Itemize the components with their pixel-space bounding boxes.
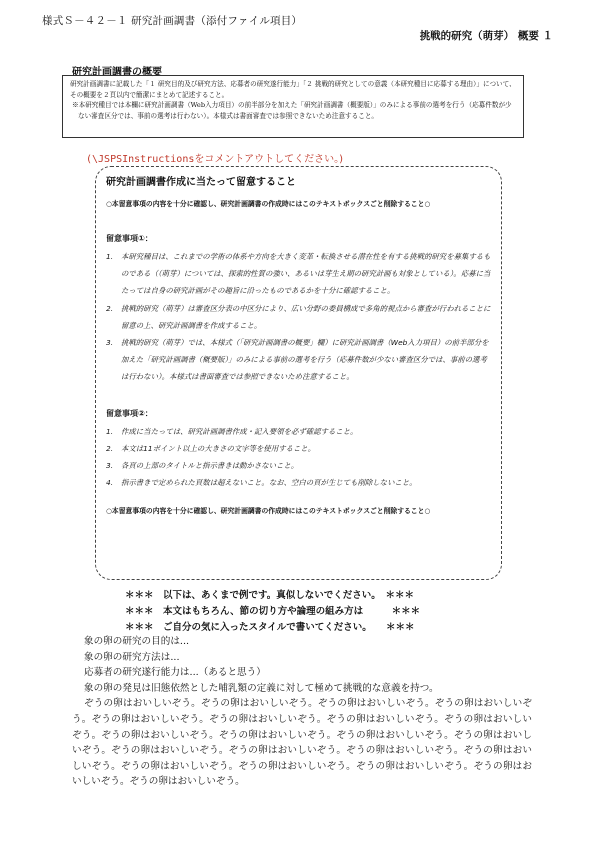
instruction-box — [62, 75, 524, 138]
form-header-right: 挑戦的研究（萌芽） 概要 １ — [419, 30, 553, 42]
notes-heading-2: 留意事項②： — [106, 408, 153, 418]
instruction-paragraph-1: 研究計画調書に記載した「１ 研究目的及び研究方法、応募者の研究遂行能力」「２ 挑戦的研究としての意義（本研究種目に応募する理由）」について、その概要を２頁以内で簡潔にまとめて記述すること。 — [70, 80, 516, 99]
example-notice — [125, 588, 420, 636]
notes-list-1 — [106, 248, 491, 386]
example-notice-line-3: ＊＊＊ ご自分の気に入ったスタイルで書いてください。 ＊＊＊ — [125, 622, 415, 633]
list-item: 3. 挑戦的研究（萌芽）では、本様式（「研究計画調書の概要」欄）に研究計画調書（Web入力項目）の前半部分を加えた「研究計画調書（概要版）」のみによる事前の選考を行う（応募件数が少ない審査区分では、事前の選考は行わない）。本様式は書面審査では参照できないため注意すること。 — [106, 338, 489, 382]
example-notice-line-1: ＊＊＊ 以下は、あくまで例です。真似しないでください。 ＊＊＊ — [125, 590, 414, 601]
body-line-method: 象の卵の研究方法は... — [84, 651, 180, 663]
list-item: 1. 本研究種目は、これまでの学術の体系や方向を大きく変革・転換させる潜在性を有する挑戦的研究を募集するものである（（萌芽）については、探索的性質の強い、あるいは芽生え期の研究計画も対象としている）。応募に当たっては自身の研究計画がその趣旨に沿ったものであるかを十分に確認すること。 — [106, 252, 491, 296]
example-notice-line-2: ＊＊＊ 本文はもちろん、節の切り方や論理の組み方は ＊＊＊ — [125, 606, 421, 617]
jsps-command: (\JSPSInstructions — [86, 154, 195, 165]
notes-textbox[interactable] — [95, 166, 502, 580]
notes-delete-instruction-bottom: ○本留意事項の内容を十分に確認し、研究計画調書の作成時にはこのテキストボックスごと削除すること○ — [106, 507, 431, 516]
form-header-left: 様式Ｓ－４２－１ 研究計画調書（添付ファイル項目） — [42, 15, 303, 27]
jsps-comment-line — [86, 150, 343, 165]
list-item: 2. 本文は11ポイント以上の大きさの文字等を使用すること。 — [106, 443, 316, 453]
notes-delete-instruction-top: ○本留意事項の内容を十分に確認し、研究計画調書の作成時にはこのテキストボックスごと削除すること○ — [106, 200, 431, 208]
notes-heading-1: 留意事項①： — [106, 234, 153, 243]
section-title: 研究計画調書の概要 — [72, 67, 162, 78]
body-line-ability: 応募者の研究遂行能力は...（あると思う） — [84, 667, 266, 679]
list-item: 4. 指示書きで定められた頁数は超えないこと。なお、空白の頁が生じても削除しないこと。 — [106, 478, 417, 488]
body-line-purpose: 象の卵の研究の目的は... — [84, 636, 190, 647]
list-item: 2. 挑戦的研究（萌芽）は審査区分表の中区分により、広い分野の委員構成で多角的視点から審査が行われることに留意の上、研究計画調書を作成すること。 — [106, 303, 491, 330]
body-text[interactable] — [72, 634, 532, 790]
list-item: 3. 各頁の上部のタイトルと指示書きは動かさないこと。 — [106, 461, 299, 471]
instruction-paragraph-2: ※本研究種目では本欄に研究計画調書（Web入力項目）の前半部分を加えた「研究計画調書（概要版）」のみによる事前の選考を行う（応募件数が少ない審査区分では、事前の選考は行わない）。本様式は書面審査では参照できないため注意すること。 — [72, 101, 512, 120]
jsps-comment-text: をコメントアウトしてください。) — [194, 154, 343, 165]
notes-title: 研究計画調書作成に当たって留意すること — [106, 177, 296, 188]
list-item: 1. 作成に当たっては、研究計画調書作成・記入要領を必ず確認すること。 — [106, 426, 358, 436]
body-paragraph-filler: ぞうの卵はおいしいぞう。ぞうの卵はおいしいぞう。ぞうの卵はおいしいぞう。ぞうの卵はおいしいぞう。ぞうの卵はおいしいぞう。ぞうの卵はおいしいぞう。ぞうの卵はおいしいぞう。ぞうの卵はおいしいぞう。ぞうの卵はおいしいぞう。ぞうの卵はおいしいぞう。ぞうの卵はおいしいぞう。ぞうの卵はおいしいぞう。ぞうの卵はおいしいぞう。ぞうの卵はおいしいぞう。ぞうの卵はおいしいぞう。ぞうの卵はおいしいぞう。ぞうの卵はおいしいぞう。ぞうの卵はおいしいぞう。ぞうの卵はおいしいぞう。ぞうの卵はおいしいぞう。ぞうの卵はおいしいぞう。 — [72, 698, 532, 788]
body-line-significance: 象の卵の発見は旧態依然とした哺乳類の定義に対して極めて挑戦的な意義を持つ。 — [84, 682, 439, 694]
notes-list-2 — [106, 423, 491, 492]
